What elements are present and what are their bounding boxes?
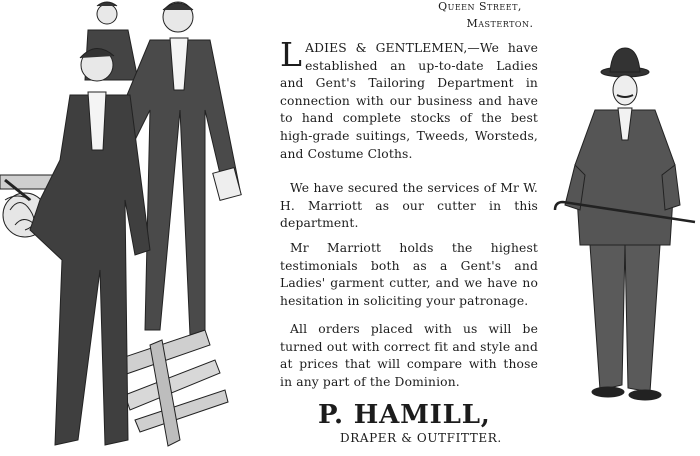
intro-paragraph-text: ADIES & GENTLEMEN,—We have established an up-to-date Ladies and Gent's Tailoring Department in connection with our business and have to hand complete stocks of the best high-grade suitings, Tweeds, Worsteds, and Costume Cloths.: [280, 41, 538, 161]
orders-paragraph: All orders placed with us will be turned out with correct fit and style and at prices that will compare with those in any part of the Dominion.: [280, 322, 538, 389]
town-name: Masterton.: [466, 17, 534, 30]
intro-paragraph: [280, 35, 538, 163]
street-address: Queen Street,: [438, 0, 522, 13]
three-gentlemen-illustration: [0, 0, 255, 456]
drop-cap: L: [280, 35, 303, 74]
gentleman-head: [613, 75, 637, 105]
business-name: P. HAMILL,: [318, 400, 491, 430]
cutter-paragraph: We have secured the services of Mr W. H. Marriott as our cutter in this department.: [280, 181, 538, 231]
front-gentleman: [5, 48, 150, 445]
testimonials-paragraph: Mr Marriott holds the highest testimonials both as a Gent's and Ladies' garment cutter, and we have no hesitation in soliciting your patronage.: [280, 241, 538, 308]
middle-gentleman: [125, 2, 241, 335]
overcoat-gentleman-illustration: [550, 0, 700, 456]
bowler-hat: [601, 48, 649, 77]
trousers: [590, 245, 661, 400]
overcoat: [565, 108, 680, 245]
business-trade: DRAPER & OUTFITTER.: [340, 431, 502, 445]
